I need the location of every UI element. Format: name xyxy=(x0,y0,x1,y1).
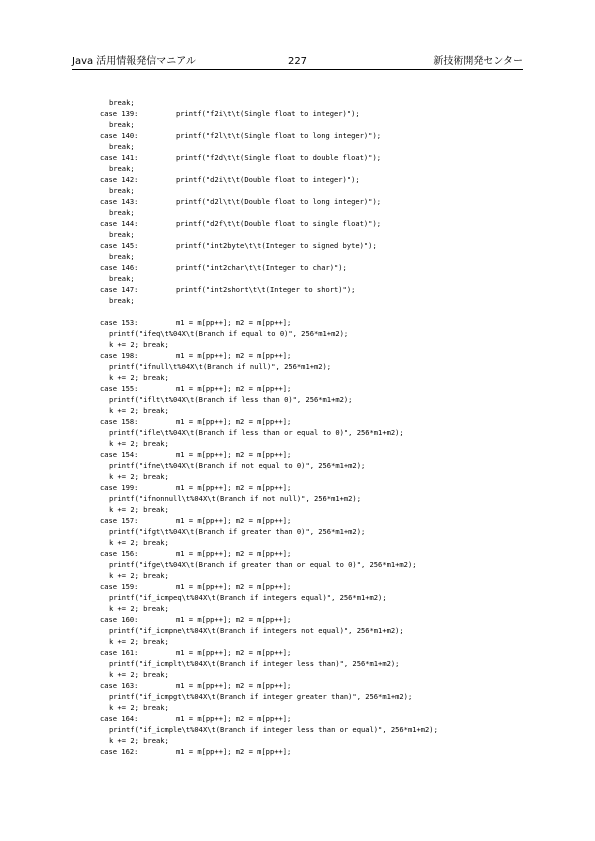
code-line xyxy=(0,559,595,570)
code-statement: k += 2; break; xyxy=(109,405,169,415)
code-statement: printf("iflt\t%04X\t(Branch if less than 0)", 256*m1+m2); xyxy=(109,394,353,404)
code-line xyxy=(0,581,595,592)
page-number: 227 xyxy=(287,56,308,67)
code-statement: k += 2; break; xyxy=(109,570,169,580)
code-statement: printf("ifnull\t%04X\t(Branch if null)", 256*m1+m2); xyxy=(109,361,332,371)
code-line xyxy=(0,196,595,207)
code-line xyxy=(0,163,595,174)
code-line xyxy=(0,350,595,361)
code-statement: k += 2; break; xyxy=(109,537,169,547)
code-line xyxy=(0,207,595,218)
code-statement: break; xyxy=(109,163,135,173)
code-statement: break; xyxy=(109,185,135,195)
code-line xyxy=(0,482,595,493)
code-line xyxy=(0,229,595,240)
code-statement: printf("d2l\t\t(Double float to long integer)"); xyxy=(176,196,381,206)
case-label: case 158: xyxy=(100,416,139,426)
code-statement: m1 = m[pp++]; m2 = m[pp++]; xyxy=(176,614,292,624)
code-statement: printf("if_icmple\t%04X\t(Branch if integer less than or equal)", 256*m1+m2); xyxy=(109,724,438,734)
code-line xyxy=(0,394,595,405)
code-statement: printf("f2i\t\t(Single float to integer)"); xyxy=(176,108,360,118)
code-statement: k += 2; break; xyxy=(109,603,169,613)
code-statement: k += 2; break; xyxy=(109,702,169,712)
code-line xyxy=(0,273,595,284)
code-statement: m1 = m[pp++]; m2 = m[pp++]; xyxy=(176,350,292,360)
code-line xyxy=(0,372,595,383)
code-statement: printf("ifge\t%04X\t(Branch if greater than or equal to 0)", 256*m1+m2); xyxy=(109,559,417,569)
case-label: case 159: xyxy=(100,581,139,591)
code-line xyxy=(0,614,595,625)
case-label: case 198: xyxy=(100,350,139,360)
case-label: case 141: xyxy=(100,152,139,162)
code-statement: m1 = m[pp++]; m2 = m[pp++]; xyxy=(176,581,292,591)
code-line xyxy=(0,438,595,449)
code-line xyxy=(0,625,595,636)
code-line xyxy=(0,262,595,273)
code-line xyxy=(0,361,595,372)
code-line xyxy=(0,97,595,108)
code-line xyxy=(0,493,595,504)
code-line xyxy=(0,746,595,757)
code-statement: printf("d2i\t\t(Double float to integer)"); xyxy=(176,174,360,184)
code-statement: k += 2; break; xyxy=(109,669,169,679)
code-statement: k += 2; break; xyxy=(109,372,169,382)
code-statement: k += 2; break; xyxy=(109,339,169,349)
code-line xyxy=(0,174,595,185)
code-statement: m1 = m[pp++]; m2 = m[pp++]; xyxy=(176,515,292,525)
code-statement: printf("if_icmpeq\t%04X\t(Branch if integers equal)", 256*m1+m2); xyxy=(109,592,387,602)
code-line xyxy=(0,636,595,647)
code-statement: break; xyxy=(109,119,135,129)
page-header xyxy=(72,55,523,69)
code-line xyxy=(0,592,595,603)
code-line xyxy=(0,317,595,328)
code-statement: m1 = m[pp++]; m2 = m[pp++]; xyxy=(176,383,292,393)
case-label: case 162: xyxy=(100,746,139,756)
code-line xyxy=(0,328,595,339)
code-statement: printf("if_icmpne\t%04X\t(Branch if integers not equal)", 256*m1+m2); xyxy=(109,625,404,635)
code-statement: m1 = m[pp++]; m2 = m[pp++]; xyxy=(176,647,292,657)
code-line xyxy=(0,515,595,526)
code-statement: break; xyxy=(109,251,135,261)
code-statement: break; xyxy=(109,207,135,217)
code-line xyxy=(0,548,595,559)
code-statement: break; xyxy=(109,273,135,283)
case-label: case 146: xyxy=(100,262,139,272)
code-statement: break; xyxy=(109,141,135,151)
code-statement: printf("if_icmpgt\t%04X\t(Branch if integer greater than)", 256*m1+m2); xyxy=(109,691,413,701)
code-statement: printf("f2l\t\t(Single float to long integer)"); xyxy=(176,130,381,140)
code-line xyxy=(0,339,595,350)
code-statement: printf("ifgt\t%04X\t(Branch if greater than 0)", 256*m1+m2); xyxy=(109,526,366,536)
header-title: Java 活用情報発信マニアル xyxy=(72,56,196,67)
case-label: case 139: xyxy=(100,108,139,118)
code-line xyxy=(0,658,595,669)
code-listing xyxy=(0,97,595,757)
case-label: case 154: xyxy=(100,449,139,459)
code-statement: break; xyxy=(109,229,135,239)
case-label: case 163: xyxy=(100,680,139,690)
header-rule xyxy=(72,69,523,70)
code-line xyxy=(0,295,595,306)
case-label: case 145: xyxy=(100,240,139,250)
code-line xyxy=(0,108,595,119)
code-statement: break; xyxy=(109,295,135,305)
header-organization: 新技術開発センター xyxy=(433,56,523,67)
code-line xyxy=(0,416,595,427)
case-label: case 142: xyxy=(100,174,139,184)
code-line xyxy=(0,218,595,229)
code-line xyxy=(0,735,595,746)
code-statement: printf("d2f\t\t(Double float to single float)"); xyxy=(176,218,381,228)
code-line xyxy=(0,669,595,680)
code-line xyxy=(0,526,595,537)
code-statement: k += 2; break; xyxy=(109,636,169,646)
code-statement: printf("f2d\t\t(Single float to double float)"); xyxy=(176,152,381,162)
case-label: case 156: xyxy=(100,548,139,558)
code-line xyxy=(0,603,595,614)
code-line xyxy=(0,405,595,416)
code-statement: printf("ifne\t%04X\t(Branch if not equal to 0)", 256*m1+m2); xyxy=(109,460,366,470)
code-line xyxy=(0,570,595,581)
code-line xyxy=(0,152,595,163)
case-label: case 199: xyxy=(100,482,139,492)
code-line xyxy=(0,713,595,724)
case-label: case 164: xyxy=(100,713,139,723)
case-label: case 161: xyxy=(100,647,139,657)
code-line xyxy=(0,284,595,295)
code-line xyxy=(0,449,595,460)
code-line xyxy=(0,460,595,471)
case-label: case 147: xyxy=(100,284,139,294)
code-line xyxy=(0,427,595,438)
code-statement: m1 = m[pp++]; m2 = m[pp++]; xyxy=(176,746,292,756)
code-statement: k += 2; break; xyxy=(109,438,169,448)
code-statement: printf("int2char\t\t(Integer to char)"); xyxy=(176,262,347,272)
code-line xyxy=(0,185,595,196)
case-label: case 157: xyxy=(100,515,139,525)
code-statement: k += 2; break; xyxy=(109,735,169,745)
code-statement: m1 = m[pp++]; m2 = m[pp++]; xyxy=(176,713,292,723)
code-line xyxy=(0,537,595,548)
code-line xyxy=(0,691,595,702)
code-statement: printf("ifle\t%04X\t(Branch if less than or equal to 0)", 256*m1+m2); xyxy=(109,427,404,437)
code-statement: m1 = m[pp++]; m2 = m[pp++]; xyxy=(176,482,292,492)
case-label: case 144: xyxy=(100,218,139,228)
code-line xyxy=(0,647,595,658)
code-line xyxy=(0,471,595,482)
code-statement: printf("int2byte\t\t(Integer to signed byte)"); xyxy=(176,240,377,250)
code-line xyxy=(0,130,595,141)
code-line xyxy=(0,680,595,691)
code-line xyxy=(0,724,595,735)
code-statement: printf("int2short\t\t(Integer to short)"); xyxy=(176,284,356,294)
code-statement: k += 2; break; xyxy=(109,504,169,514)
code-statement: m1 = m[pp++]; m2 = m[pp++]; xyxy=(176,416,292,426)
case-label: case 155: xyxy=(100,383,139,393)
code-statement: m1 = m[pp++]; m2 = m[pp++]; xyxy=(176,449,292,459)
block-gap xyxy=(0,306,595,317)
case-label: case 140: xyxy=(100,130,139,140)
case-label: case 143: xyxy=(100,196,139,206)
code-statement: printf("ifeq\t%04X\t(Branch if equal to 0)", 256*m1+m2); xyxy=(109,328,349,338)
code-statement: k += 2; break; xyxy=(109,471,169,481)
code-line xyxy=(0,240,595,251)
code-line xyxy=(0,702,595,713)
code-statement: break; xyxy=(109,97,135,107)
code-line xyxy=(0,141,595,152)
code-line xyxy=(0,383,595,394)
code-statement: m1 = m[pp++]; m2 = m[pp++]; xyxy=(176,548,292,558)
case-label: case 153: xyxy=(100,317,139,327)
code-statement: m1 = m[pp++]; m2 = m[pp++]; xyxy=(176,317,292,327)
code-line xyxy=(0,504,595,515)
code-statement: m1 = m[pp++]; m2 = m[pp++]; xyxy=(176,680,292,690)
code-statement: printf("if_icmplt\t%04X\t(Branch if integer less than)", 256*m1+m2); xyxy=(109,658,400,668)
code-line xyxy=(0,251,595,262)
code-statement: printf("ifnonnull\t%04X\t(Branch if not null)", 256*m1+m2); xyxy=(109,493,361,503)
case-label: case 160: xyxy=(100,614,139,624)
code-line xyxy=(0,119,595,130)
